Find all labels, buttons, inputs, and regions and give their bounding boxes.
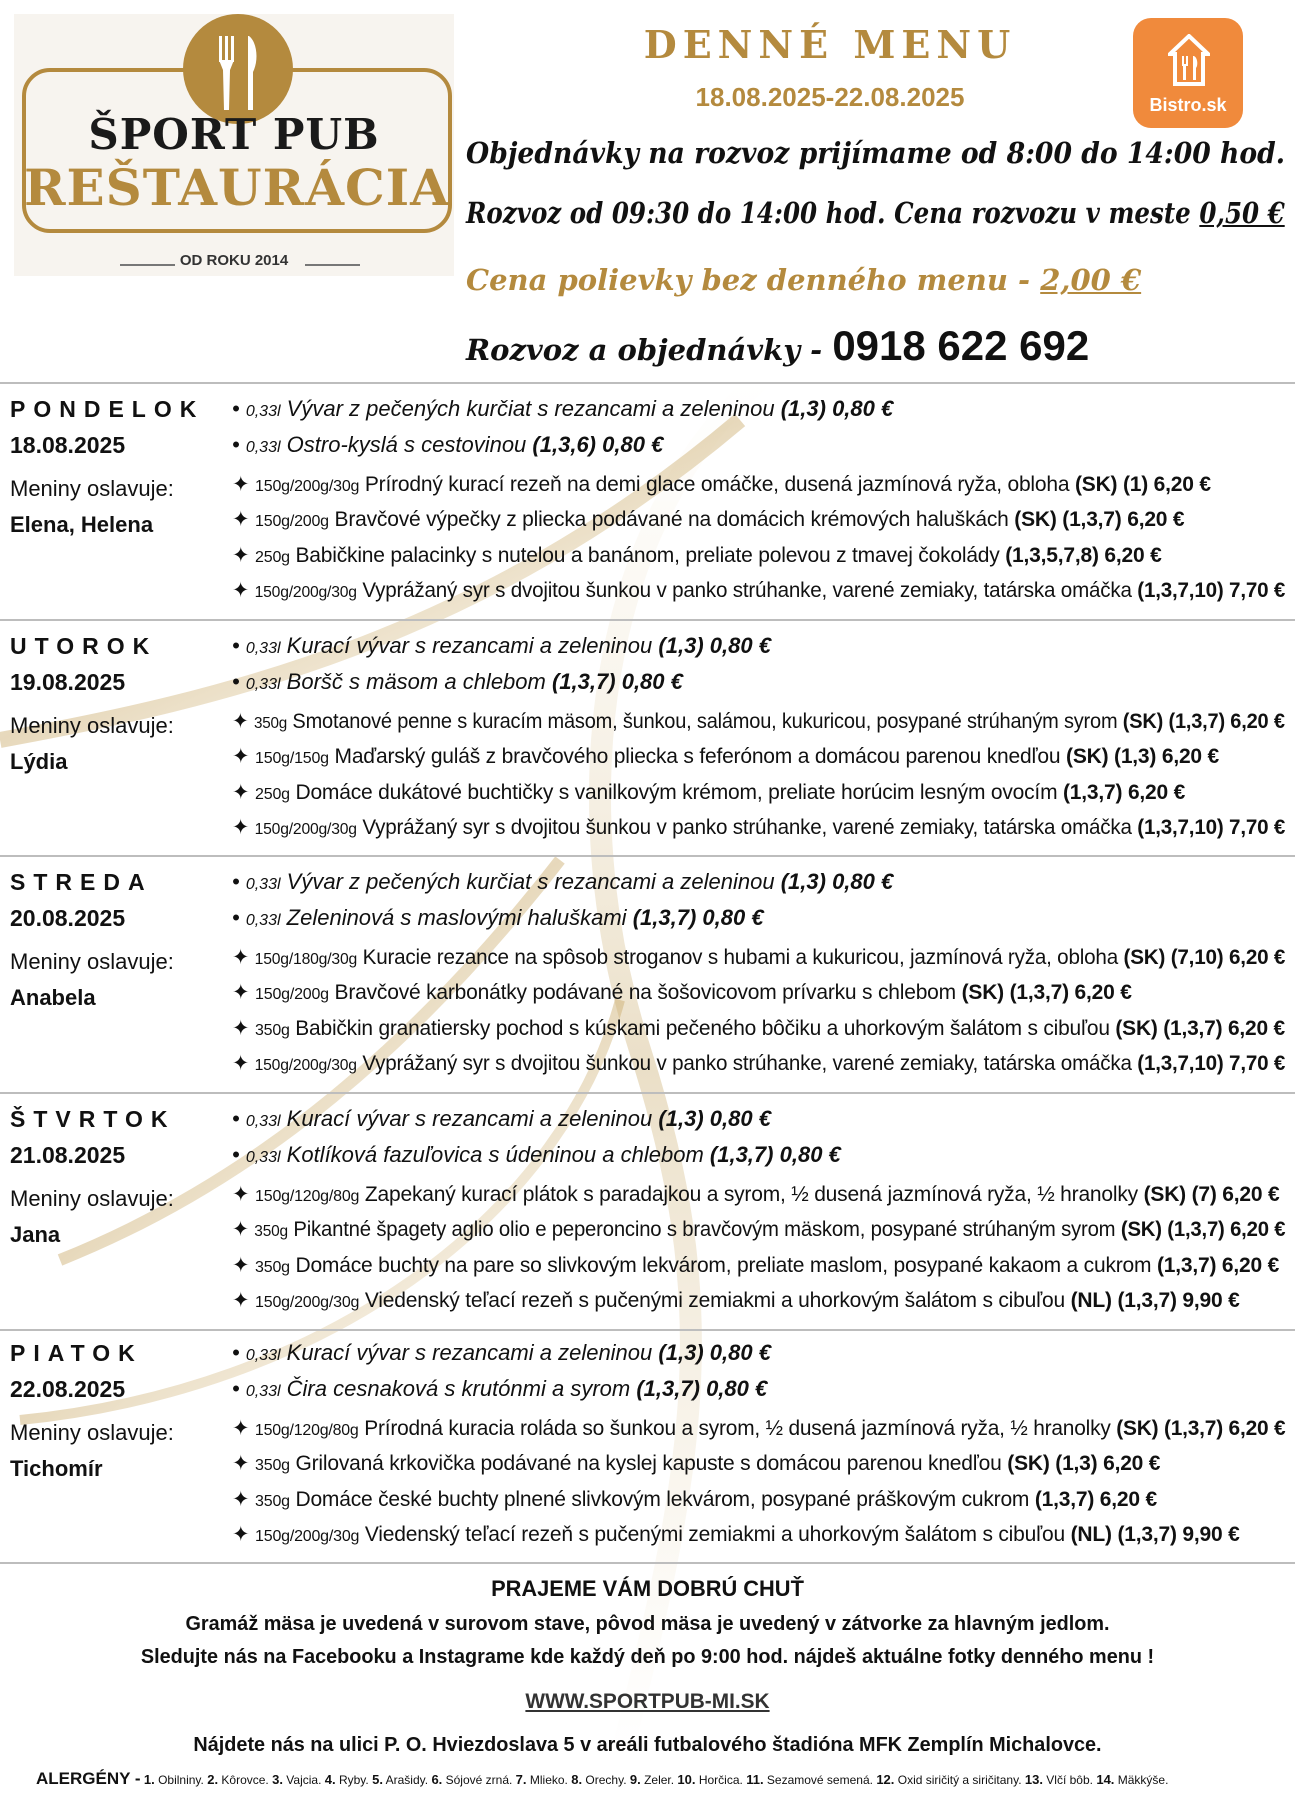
meal-name: Vyprážaný syr s dvojitou šunkou v panko strúhanke, varené zemiaky, tatárska omáčka	[362, 579, 1132, 602]
soup-price: 0,80 €	[702, 905, 764, 930]
soup-name: Kurací vývar s rezancami a zeleninou	[286, 1340, 653, 1365]
allergens-legend	[36, 1769, 1168, 1789]
soup-allergens: (1,3,6)	[532, 432, 597, 457]
bullet-icon: •	[232, 1106, 240, 1131]
meal-item	[232, 1217, 1285, 1242]
allergen-name: Zeler.	[644, 1773, 675, 1787]
meal-allergens-price: (1,3,7) 6,20 €	[1156, 1254, 1280, 1277]
meal-grams: 250g	[255, 786, 290, 803]
allergen-name: Obilniny.	[158, 1773, 204, 1787]
house-cutlery-icon	[1168, 34, 1210, 86]
meal-grams: 350g	[254, 1022, 290, 1039]
soup-name: Čira cesnaková s krutónmi a syrom	[286, 1376, 631, 1401]
star-icon: ✦	[232, 1488, 250, 1511]
divider	[0, 382, 1295, 384]
day-name: PIATOK	[10, 1340, 143, 1366]
bullet-icon: •	[232, 669, 240, 694]
meal-grams: 350g	[255, 1457, 290, 1474]
social-note: Sledujte nás na Facebooku a Instagrame kde každý deň po 9:00 hod. nájdeš aktuálne fotky denného menu !	[140, 1646, 1155, 1668]
day-name: ŠTVRTOK	[10, 1106, 176, 1132]
allergen-name: Vajcia.	[286, 1773, 322, 1787]
soup-qty: 0,33l	[245, 1383, 281, 1400]
soup-item	[232, 432, 663, 458]
meal-item	[232, 1016, 1285, 1041]
delivery-text: Rozvoz od 09:30 do 14:00 hod. Cena rozvozu v meste	[466, 196, 1191, 230]
allergen-name: Vlčí bôb.	[1046, 1773, 1093, 1787]
meal-item	[232, 543, 1162, 568]
meal-grams: 150g/200g/30g	[254, 1057, 357, 1074]
soup-item	[232, 1376, 767, 1402]
meat-note: Gramáž mäsa je uvedená v surovom stave, pôvod mäsa je uvedený v zátvorke za hlavným jedlom.	[185, 1613, 1110, 1635]
meal-item	[232, 1522, 1240, 1547]
meal-item	[232, 1416, 1285, 1441]
soup-price: 0,80 €	[709, 1340, 771, 1365]
allergen-number: 14.	[1096, 1772, 1115, 1787]
bullet-icon: •	[232, 905, 240, 930]
soup-price: 0,80 €	[706, 1376, 768, 1401]
meal-allergens-price: (1,3,5,7,8) 6,20 €	[1005, 544, 1162, 567]
star-icon: ✦	[232, 816, 250, 839]
divider	[0, 1329, 1295, 1331]
meal-item	[232, 1253, 1279, 1278]
allergen-name: Ryby.	[338, 1773, 369, 1787]
allergens-title: ALERGÉNY -	[36, 1769, 141, 1788]
delivery-price: 0,50 €	[1199, 196, 1285, 230]
allergen-item	[204, 1773, 269, 1787]
star-icon: ✦	[232, 544, 250, 567]
soup-qty: 0,33l	[245, 403, 281, 420]
allergen-item	[743, 1773, 873, 1787]
meal-name: Viedenský teľací rezeň s pučenými zemiakmi a uhorkovým šalátom s cibuľou	[364, 1523, 1065, 1546]
meal-item	[232, 1182, 1279, 1207]
soup-allergens: (1,3,7)	[551, 669, 616, 694]
meal-name: Zapekaný kurací plátok s paradajkou a syrom, ½ dusená jazmínová ryža, ½ hranolky	[364, 1183, 1138, 1206]
soup-price-text: Cena polievky bez denného menu -	[466, 263, 1031, 297]
soup-allergens: (1,3)	[658, 1340, 704, 1365]
soup-allergens: (1,3,7)	[709, 1142, 774, 1167]
allergen-name: Sójové zrná.	[445, 1773, 513, 1787]
allergen-item	[674, 1773, 743, 1787]
meal-grams: 350g	[253, 715, 288, 732]
soup-allergens: (1,3)	[780, 396, 826, 421]
address-text: Nájdete nás na ulici P. O. Hviezdoslava 5 v areáli futbalového štadióna MFK Zemplín Michalovce.	[193, 1734, 1102, 1756]
allergen-number: 9.	[629, 1772, 641, 1787]
meal-allergens-price: (NL) (1,3,7) 9,90 €	[1070, 1523, 1240, 1546]
meal-name: Babičkine palacinky s nutelou a banánom, preliate polevou z tmavej čokolády	[295, 544, 1000, 567]
allergen-item	[369, 1773, 428, 1787]
soup-qty: 0,33l	[245, 876, 281, 893]
meal-item	[232, 780, 1185, 805]
allergen-item	[1093, 1773, 1168, 1787]
allergen-name: Oxid siričitý a siričitany.	[897, 1773, 1022, 1787]
nameday-label: Meniny oslavuje:	[10, 476, 174, 501]
soup-qty: 0,33l	[245, 676, 281, 693]
meal-allergens-price: (1,3,7) 6,20 €	[1063, 781, 1186, 804]
meal-name: Vyprážaný syr s dvojitou šunkou v panko strúhanke, varené zemiaky, tatárska omáčka	[362, 816, 1132, 839]
soup-price: 0,80 €	[621, 669, 683, 694]
allergen-number: 10.	[677, 1772, 696, 1787]
nameday-names: Jana	[10, 1222, 61, 1247]
meal-grams: 150g/120g/80g	[254, 1422, 359, 1439]
soup-price: 0,80 €	[709, 633, 771, 658]
meal-name: Bravčové výpečky z pliecka podávané na domácich krémových haluškách	[334, 508, 1009, 531]
soup-item	[232, 633, 771, 659]
day-date: 20.08.2025	[10, 905, 126, 931]
menu-dates: 18.08.2025-22.08.2025	[695, 82, 965, 112]
soup-price: 0,80 €	[832, 869, 894, 894]
meal-allergens-price: (1,3,7,10) 7,70 €	[1137, 579, 1286, 602]
day-name: STREDA	[10, 869, 153, 895]
soup-price: 0,80 €	[602, 432, 664, 457]
meal-name: Grilovaná krkovička podávané na kyslej kapuste s domácou parenou knedľou	[295, 1452, 1002, 1475]
soup-allergens: (1,3,7)	[632, 905, 697, 930]
nameday-label: Meniny oslavuje:	[10, 949, 174, 974]
delivery-info	[466, 196, 1285, 230]
allergen-name: Horčica.	[698, 1773, 743, 1787]
logo-name: ŠPORT PUB	[88, 110, 380, 159]
meal-item	[232, 709, 1285, 734]
meal-name: Prírodná kuracia roláda so šunkou a syrom, ½ dusená jazmínová ryža, ½ hranolky	[364, 1417, 1111, 1440]
meal-allergens-price: (SK) (1,3,7) 6,20 €	[1116, 1417, 1286, 1440]
allergen-item	[428, 1773, 512, 1787]
meal-grams: 250g	[255, 549, 290, 566]
allergen-item	[568, 1773, 627, 1787]
meal-allergens-price: (SK) (1,3) 6,20 €	[1066, 745, 1220, 768]
soup-price: 0,80 €	[709, 1106, 771, 1131]
soup-qty: 0,33l	[245, 912, 281, 929]
soup-name: Zeleninová s maslovými haluškami	[286, 905, 627, 930]
meal-name: Smotanové penne s kuracím mäsom, šunkou, salámou, kukuricou, posypané strúhaným syrom	[292, 710, 1118, 733]
meal-name: Kuracie rezance na spôsob stroganov s hubami a kukuricou, jazmínová ryža, obloha	[362, 946, 1118, 969]
star-icon: ✦	[232, 508, 250, 531]
nameday-label: Meniny oslavuje:	[10, 1186, 174, 1211]
meal-grams: 150g/200g/30g	[255, 478, 360, 495]
allergen-item	[269, 1773, 322, 1787]
divider	[0, 1562, 1295, 1564]
logo-subtitle: REŠTAURÁCIA	[24, 158, 450, 217]
orders-info: Objednávky na rozvoz prijímame od 8:00 do 14:00 hod.	[466, 136, 1286, 170]
meal-item	[232, 1288, 1240, 1313]
allergen-name: Mäkkýše.	[1117, 1773, 1169, 1787]
meal-allergens-price: (SK) (1,3,7) 6,20 €	[1115, 1017, 1286, 1040]
soup-qty: 0,33l	[245, 1149, 281, 1166]
soup-price-info	[466, 263, 1141, 297]
bistro-badge[interactable]	[1133, 18, 1243, 128]
star-icon: ✦	[232, 1254, 250, 1277]
allergen-number: 4.	[324, 1772, 336, 1787]
website-link[interactable]: WWW.SPORTPUB-MI.SK	[525, 1690, 770, 1713]
meal-grams: 150g/180g/30g	[254, 951, 358, 968]
soup-item	[232, 1106, 771, 1132]
meal-allergens-price: (SK) (1,3,7) 6,20 €	[1120, 1218, 1286, 1241]
allergen-item	[321, 1773, 368, 1787]
soup-qty: 0,33l	[245, 1113, 281, 1130]
meal-allergens-price: (SK) (7) 6,20 €	[1143, 1183, 1280, 1206]
meal-item	[232, 507, 1184, 532]
meal-allergens-price: (NL) (1,3,7) 9,90 €	[1070, 1289, 1240, 1312]
soup-price: 0,80 €	[779, 1142, 841, 1167]
allergen-name: Orechy.	[585, 1773, 627, 1787]
bullet-icon: •	[232, 633, 240, 658]
soup-qty: 0,33l	[245, 1347, 281, 1364]
star-icon: ✦	[232, 1452, 250, 1475]
meal-grams: 150g/200g/30g	[254, 821, 357, 838]
star-icon: ✦	[232, 1289, 250, 1312]
soup-name: Vývar z pečených kurčiat s rezancami a zeleninou	[286, 869, 775, 894]
soup-name: Boršč s mäsom a chlebom	[286, 669, 546, 694]
soup-name: Vývar z pečených kurčiat s rezancami a zeleninou	[286, 396, 775, 421]
meal-allergens-price: (SK) (1) 6,20 €	[1074, 473, 1211, 496]
meal-item	[232, 578, 1285, 603]
star-icon: ✦	[232, 745, 250, 768]
meal-name: Babičkin granatiersky pochod s kúskami pečeného bôčiku a uhorkovým šalátom s cibuľou	[295, 1017, 1110, 1040]
soup-qty: 0,33l	[245, 640, 281, 657]
allergen-number: 1.	[143, 1772, 155, 1787]
meal-grams: 150g/200g	[255, 986, 329, 1003]
meal-grams: 350g	[255, 1259, 290, 1276]
day-name: UTOROK	[10, 633, 158, 659]
soup-allergens: (1,3)	[780, 869, 826, 894]
page-title: DENNÉ MENU	[643, 22, 1017, 67]
allergen-item	[873, 1773, 1022, 1787]
soup-item	[232, 905, 764, 931]
soup-item	[232, 396, 893, 422]
meal-name: Bravčové karbonátky podávané na šošovicovom prívarku s chlebom	[334, 981, 956, 1004]
meal-allergens-price: (SK) (1,3) 6,20 €	[1007, 1452, 1161, 1475]
soup-name: Ostro-kyslá s cestovinou	[286, 432, 527, 457]
divider	[0, 619, 1295, 621]
day-date: 19.08.2025	[10, 669, 126, 695]
meal-allergens-price: (SK) (7,10) 6,20 €	[1123, 946, 1286, 969]
meal-grams: 150g/200g/30g	[255, 1294, 360, 1311]
allergen-number: 2.	[207, 1772, 219, 1787]
soup-price: 2,00 €	[1040, 263, 1142, 297]
day-date: 22.08.2025	[10, 1376, 126, 1402]
bullet-icon: •	[232, 1340, 240, 1365]
star-icon: ✦	[232, 781, 250, 804]
allergen-number: 3.	[272, 1772, 283, 1787]
soup-qty: 0,33l	[245, 439, 281, 456]
soup-item	[232, 1142, 841, 1168]
meal-allergens-price: (1,3,7,10) 7,70 €	[1137, 1052, 1286, 1075]
meal-grams: 150g/200g	[255, 513, 329, 530]
star-icon: ✦	[232, 473, 250, 496]
bistro-label: Bistro.sk	[1149, 95, 1227, 115]
meal-allergens-price: (SK) (1,3,7) 6,20 €	[1122, 710, 1285, 733]
meal-name: Domáce české buchty plnené slivkovým lekvárom, posypané práškovým cukrom	[295, 1488, 1030, 1511]
allergen-number: 6.	[431, 1772, 443, 1787]
star-icon: ✦	[232, 579, 250, 602]
star-icon: ✦	[232, 710, 249, 733]
meal-item	[232, 1487, 1157, 1512]
cutlery-icon	[183, 14, 293, 124]
soup-allergens: (1,3)	[658, 1106, 704, 1131]
meal-item	[232, 980, 1132, 1005]
allergen-number: 7.	[515, 1772, 527, 1787]
nameday-names: Anabela	[10, 985, 96, 1010]
allergen-item	[627, 1773, 675, 1787]
soup-name: Kurací vývar s rezancami a zeleninou	[286, 1106, 653, 1131]
allergen-item	[512, 1773, 568, 1787]
meal-item	[232, 1051, 1285, 1076]
bullet-icon: •	[232, 1376, 240, 1401]
meal-name: Vyprážaný syr s dvojitou šunkou v panko strúhanke, varené zemiaky, tatárska omáčka	[362, 1052, 1132, 1075]
star-icon: ✦	[232, 946, 250, 969]
logo-since: OD ROKU 2014	[179, 252, 289, 269]
day-name: PONDELOK	[10, 396, 205, 422]
allergen-number: 12.	[876, 1772, 895, 1787]
allergen-name: Kôrovce.	[221, 1773, 269, 1787]
wish-text: PRAJEME VÁM DOBRÚ CHUŤ	[491, 1576, 804, 1601]
meal-item	[232, 1451, 1160, 1476]
soup-allergens: (1,3,7)	[636, 1376, 700, 1401]
nameday-label: Meniny oslavuje:	[10, 1420, 174, 1445]
soup-item	[232, 669, 683, 695]
meal-item	[232, 744, 1219, 769]
allergen-name: Arašidy.	[385, 1773, 429, 1787]
bullet-icon: •	[232, 869, 240, 894]
soup-item	[232, 869, 893, 895]
website-row	[5, 1690, 1290, 1714]
phone-number[interactable]: 0918 622 692	[832, 322, 1090, 369]
meal-name: Maďarský guláš z bravčového pliecka s feferónom a domácou parenou knedľou	[334, 745, 1061, 768]
day-date: 21.08.2025	[10, 1142, 126, 1168]
bullet-icon: •	[232, 1142, 240, 1167]
bullet-icon: •	[232, 396, 240, 421]
allergen-item	[144, 1773, 204, 1787]
allergen-item	[1022, 1773, 1093, 1787]
star-icon: ✦	[232, 1523, 250, 1546]
meal-grams: 150g/150g	[255, 750, 329, 767]
bullet-icon: •	[232, 432, 240, 457]
meal-grams: 150g/200g/30g	[254, 584, 357, 601]
soup-allergens: (1,3)	[658, 633, 704, 658]
divider	[0, 855, 1295, 857]
meal-grams: 150g/120g/80g	[255, 1188, 360, 1205]
phone-text: Rozvoz a objednávky -	[466, 333, 823, 367]
phone-info	[466, 322, 1089, 370]
allergen-number: 13.	[1024, 1772, 1043, 1787]
star-icon: ✦	[232, 981, 250, 1004]
allergen-number: 11.	[746, 1772, 764, 1787]
star-icon: ✦	[232, 1017, 250, 1040]
nameday-names: Tichomír	[10, 1456, 103, 1481]
soup-name: Kotlíková fazuľovica s údeninou a chlebom	[286, 1142, 704, 1167]
meal-name: Domáce buchty na pare so slivkovým lekvárom, preliate maslom, posypané kakaom a cukrom	[295, 1254, 1152, 1277]
meal-grams: 350g	[254, 1223, 288, 1240]
meal-grams: 350g	[255, 1493, 290, 1510]
star-icon: ✦	[232, 1417, 250, 1440]
meal-item	[232, 472, 1211, 497]
soup-price: 0,80 €	[832, 396, 894, 421]
meal-name: Viedenský teľací rezeň s pučenými zemiakmi a uhorkovým šalátom s cibuľou	[364, 1289, 1065, 1312]
meal-grams: 150g/200g/30g	[255, 1528, 360, 1545]
star-icon: ✦	[232, 1052, 250, 1075]
meal-name: Domáce dukátové buchtičky s vanilkovým krémom, preliate horúcim lesným ovocím	[295, 781, 1058, 804]
allergen-name: Mlieko.	[529, 1773, 568, 1787]
meal-item	[232, 815, 1285, 840]
meal-item	[232, 945, 1285, 970]
allergen-number: 8.	[571, 1772, 583, 1787]
allergen-name: Sezamové semená.	[766, 1773, 873, 1787]
meal-allergens-price: (SK) (1,3,7) 6,20 €	[1014, 508, 1185, 531]
soup-item	[232, 1340, 771, 1366]
nameday-names: Lýdia	[10, 749, 68, 774]
star-icon: ✦	[232, 1183, 250, 1206]
meal-name: Prírodný kurací rezeň na demi glace omáčke, dusená jazmínová ryža, obloha	[364, 473, 1070, 496]
nameday-names: Elena, Helena	[10, 512, 154, 537]
meal-allergens-price: (SK) (1,3,7) 6,20 €	[961, 981, 1132, 1004]
meal-allergens-price: (1,3,7) 6,20 €	[1034, 1488, 1157, 1511]
meal-allergens-price: (1,3,7,10) 7,70 €	[1137, 816, 1286, 839]
divider	[0, 1092, 1295, 1094]
star-icon: ✦	[232, 1218, 249, 1241]
nameday-label: Meniny oslavuje:	[10, 713, 174, 738]
meal-name: Pikantné špagety aglio olio e peperoncino s bravčovým mäskom, posypané strúhaným syrom	[293, 1218, 1116, 1241]
soup-name: Kurací vývar s rezancami a zeleninou	[286, 633, 653, 658]
day-date: 18.08.2025	[10, 432, 126, 458]
allergen-number: 5.	[372, 1772, 383, 1787]
